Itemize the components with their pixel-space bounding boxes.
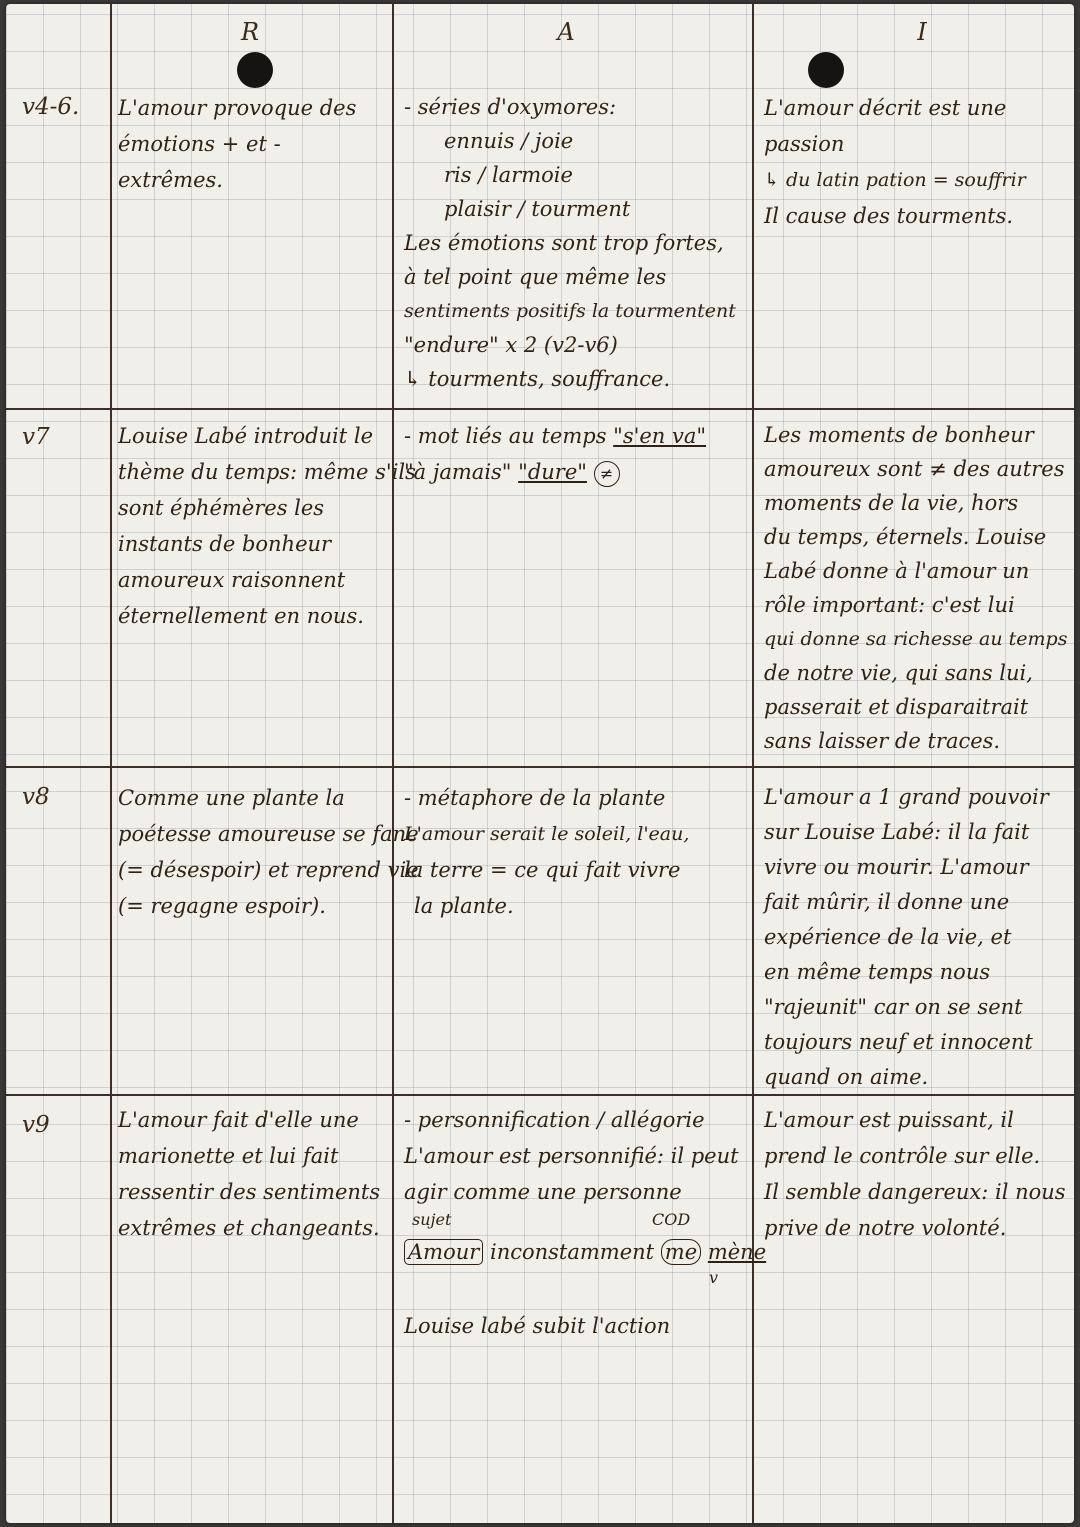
cell-line: fait mûrir, il donne une xyxy=(764,890,1010,914)
cell-line: Il cause des tourments. xyxy=(764,204,1014,228)
cell-word: inconstamment xyxy=(489,1240,655,1264)
not-equal-icon: ≠ xyxy=(594,461,620,487)
cell-line: Labé donne à l'amour un xyxy=(764,559,1030,583)
cell-line: - mot liés au temps xyxy=(404,424,607,448)
cell-r xyxy=(118,780,419,924)
cell-line: la plante. xyxy=(414,894,514,918)
cell-line: à tel point que même les xyxy=(404,265,667,289)
cell-line: "rajeunit" car on se sent xyxy=(764,995,1023,1019)
cell-line: extrêmes et changeants. xyxy=(118,1216,380,1240)
cell-line: ↳ du latin pation = souffrir xyxy=(764,169,1026,191)
cell-line: sur Louise Labé: il la fait xyxy=(764,820,1030,844)
cell-line: - personnification / allégorie xyxy=(404,1108,705,1132)
cell-line: (= regagne espoir). xyxy=(118,894,326,918)
boxed-subject: Amour xyxy=(404,1239,483,1265)
cell-line: L'amour provoque des xyxy=(118,96,357,120)
cell-a xyxy=(404,90,736,396)
cell-line: qui donne sa richesse au temps xyxy=(764,628,1068,650)
cell-line: sans laisser de traces. xyxy=(764,729,1001,753)
cell-line: "à jamais" xyxy=(404,460,512,484)
cell-line: marionette et lui fait xyxy=(118,1144,339,1168)
cell-a xyxy=(404,1102,766,1344)
cell-line: plaisir / tourment xyxy=(444,197,631,221)
cell-r xyxy=(118,1102,380,1246)
cell-line: L'amour serait le soleil, l'eau, xyxy=(404,823,690,845)
cell-line: émotions + et - xyxy=(118,132,281,156)
cell-line: la terre = ce qui fait vivre xyxy=(404,858,681,882)
cell-line: Il semble dangereux: il nous xyxy=(764,1180,1066,1204)
column-header-a: A xyxy=(557,18,575,46)
cell-line: du temps, éternels. Louise xyxy=(764,525,1047,549)
row-divider-2 xyxy=(6,766,1074,768)
grammar-label-cod: COD xyxy=(652,1210,691,1229)
cell-line: vivre ou mourir. L'amour xyxy=(764,855,1029,879)
cell-line: moments de la vie, hors xyxy=(764,491,1019,515)
grammar-label-sujet: sujet xyxy=(412,1210,452,1229)
cell-line: agir comme une personne xyxy=(404,1180,682,1204)
cell-line: amoureux raisonnent xyxy=(118,568,346,592)
cell-line: amoureux sont ≠ des autres xyxy=(764,457,1065,481)
cell-line: thème du temps: même s'ils xyxy=(118,460,416,484)
cell-i xyxy=(764,418,1067,758)
verse-label: v4-6. xyxy=(22,94,80,120)
punch-hole-1 xyxy=(237,52,273,88)
cell-line: L'amour fait d'elle une xyxy=(118,1108,359,1132)
column-divider-2 xyxy=(392,4,394,1523)
notebook-page xyxy=(6,4,1074,1523)
cell-i xyxy=(764,780,1049,1095)
cell-line: - séries d'oxymores: xyxy=(404,95,617,119)
cell-line: Les moments de bonheur xyxy=(764,423,1034,447)
cell-line: rôle important: c'est lui xyxy=(764,593,1015,617)
row-divider-1 xyxy=(6,408,1074,410)
cell-a xyxy=(404,780,689,924)
cell-line: "endure" x 2 (v2-v6) xyxy=(404,333,618,357)
cell-line: Comme une plante la xyxy=(118,786,345,810)
cell-line: (= désespoir) et reprend vie xyxy=(118,858,419,882)
cell-line: expérience de la vie, et xyxy=(764,925,1012,949)
cell-i xyxy=(764,1102,1066,1246)
column-divider-1 xyxy=(110,4,112,1523)
cell-line: L'amour décrit est une xyxy=(764,96,1007,120)
cell-line: instants de bonheur xyxy=(118,532,332,556)
cell-line: Louise Labé introduit le xyxy=(118,424,374,448)
cell-line: sont éphémères les xyxy=(118,496,325,520)
cell-line: prive de notre volonté. xyxy=(764,1216,1007,1240)
cell-r xyxy=(118,90,356,198)
boxed-cod: me xyxy=(661,1239,701,1265)
column-header-i: I xyxy=(917,18,927,46)
cell-r xyxy=(118,418,416,634)
cell-line: quand on aime. xyxy=(764,1065,929,1089)
cell-line: en même temps nous xyxy=(764,960,991,984)
cell-line: ennuis / joie xyxy=(444,129,574,153)
cell-line: - métaphore de la plante xyxy=(404,786,666,810)
cell-i xyxy=(764,90,1026,234)
grammar-label-verb: v xyxy=(709,1268,719,1287)
cell-line: L'amour a 1 grand pouvoir xyxy=(764,785,1049,809)
cell-line: L'amour est personnifié: il peut xyxy=(404,1144,739,1168)
cell-line: passion xyxy=(764,132,845,156)
cell-line: sentiments positifs la tourmentent xyxy=(404,300,736,322)
cell-line: de notre vie, qui sans lui, xyxy=(764,661,1033,685)
cell-line: passerait et disparaitrait xyxy=(764,695,1029,719)
column-header-r: R xyxy=(240,18,260,46)
punch-hole-2 xyxy=(808,52,844,88)
verse-label: v9 xyxy=(22,1112,50,1138)
cell-line: ↳ tourments, souffrance. xyxy=(404,367,671,391)
cell-line: Louise labé subit l'action xyxy=(404,1314,671,1338)
cell-line: éternellement en nous. xyxy=(118,604,364,628)
cell-line: toujours neuf et innocent xyxy=(764,1030,1033,1054)
cell-line: Les émotions sont trop fortes, xyxy=(404,231,724,255)
cell-line: L'amour est puissant, il xyxy=(764,1108,1014,1132)
cell-line: poétesse amoureuse se fane xyxy=(118,822,419,846)
quote-underlined: "dure" xyxy=(518,460,587,484)
verse-label: v7 xyxy=(22,424,50,450)
cell-line: ris / larmoie xyxy=(444,163,573,187)
quote-underlined: "s'en va" xyxy=(613,424,707,448)
verb-underlined: mène xyxy=(707,1240,767,1264)
cell-line: ressentir des sentiments xyxy=(118,1180,381,1204)
cell-line: prend le contrôle sur elle. xyxy=(764,1144,1041,1168)
cell-line: extrêmes. xyxy=(118,168,223,192)
verse-label: v8 xyxy=(22,784,50,810)
cell-a xyxy=(404,418,706,490)
